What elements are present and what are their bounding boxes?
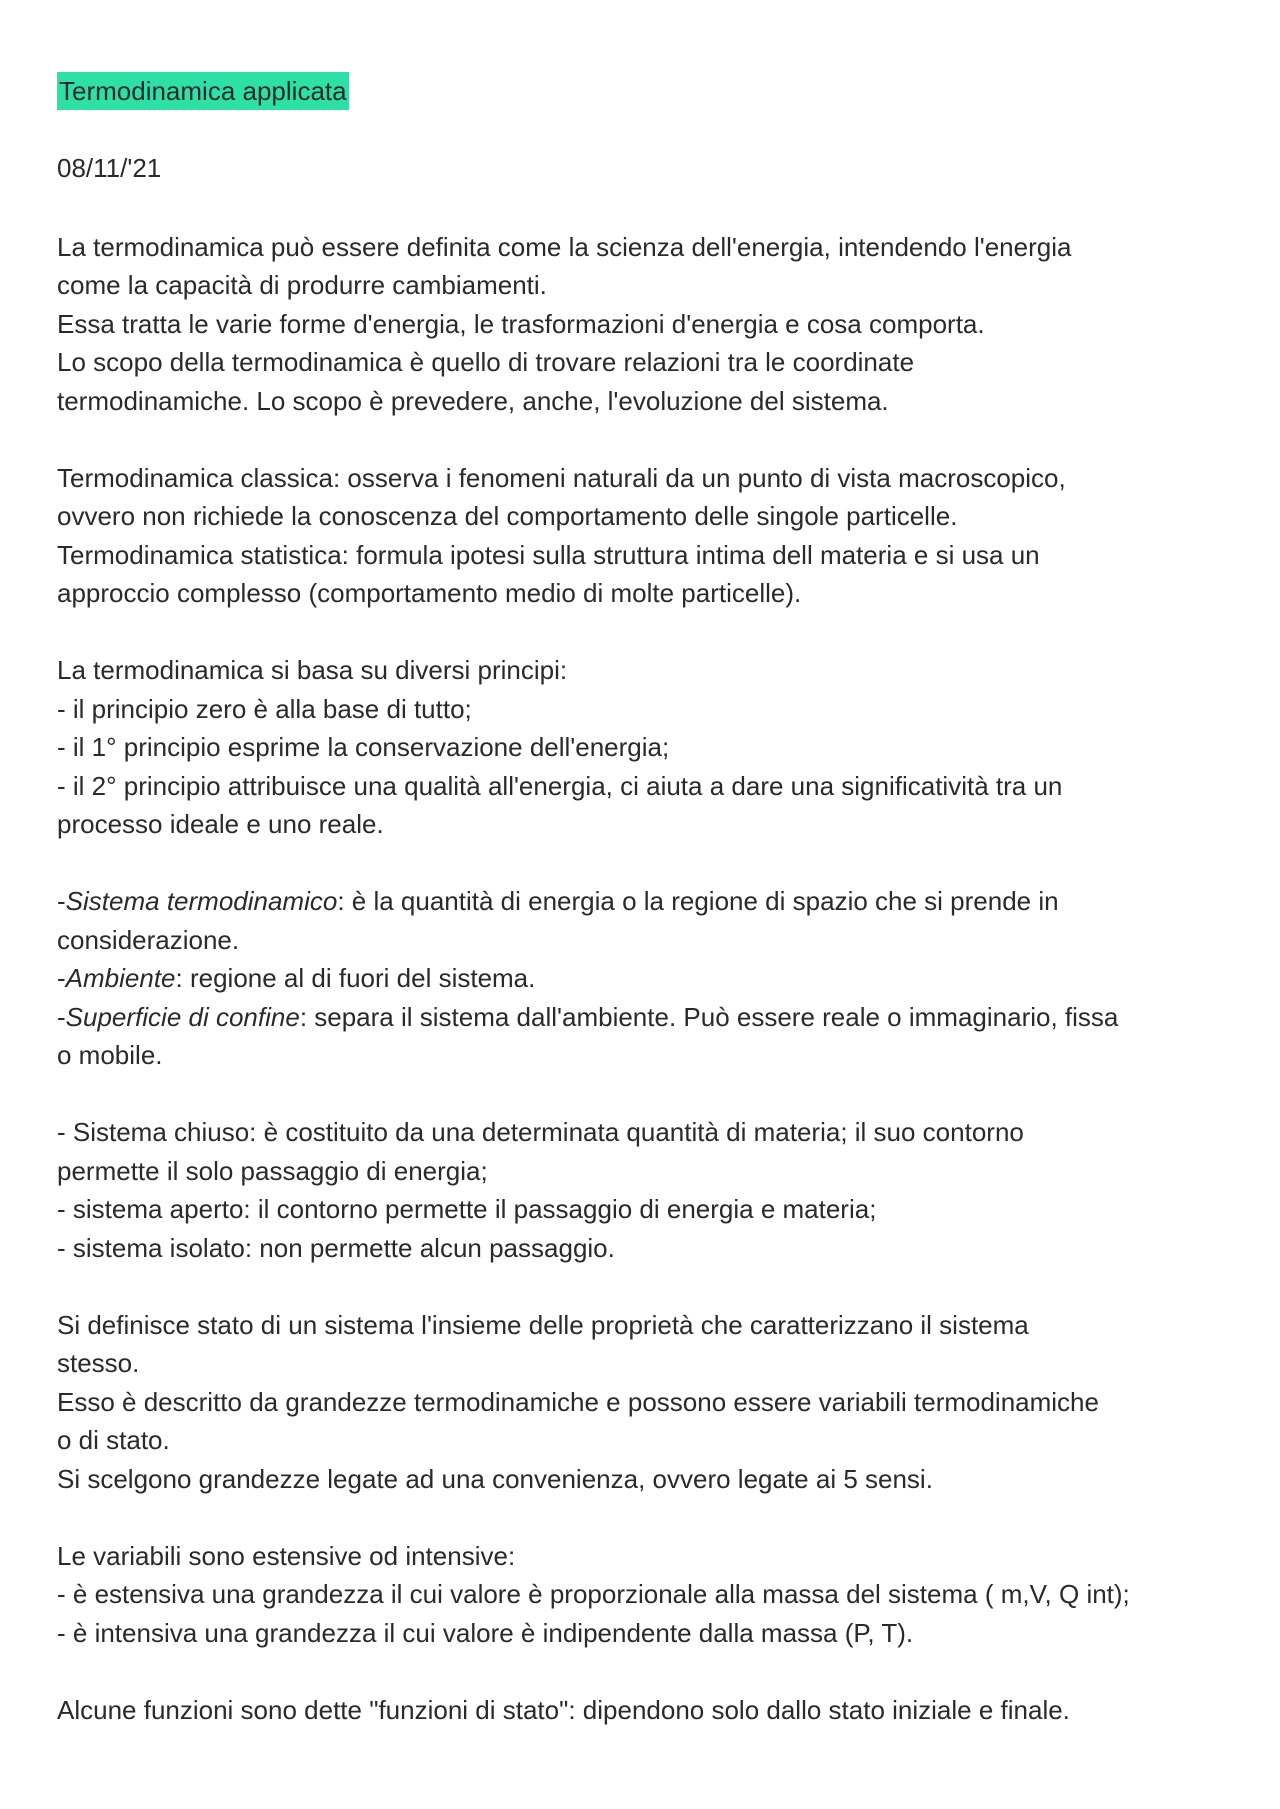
text-line: processo ideale e uno reale. [57, 809, 384, 839]
definition-ambiente: -Ambiente: regione al di fuori del sistema. [57, 963, 536, 993]
text-line: come la capacità di produrre cambiamenti. [57, 270, 547, 300]
text-line: Essa tratta le varie forme d'energia, le trasformazioni d'energia e cosa comporta. [57, 308, 985, 339]
definition-text: : separa il sistema dall'ambiente. Può essere reale o immaginario, fissa [299, 1001, 1119, 1032]
text-line: Termodinamica statistica: formula ipotesi sulla struttura intima dell materia e si usa un [57, 539, 1040, 570]
text-line: - sistema aperto: il contorno permette il passaggio di energia e materia; [57, 1194, 877, 1224]
definition-text: : è la quantità di energia o la regione di spazio che si prende in [337, 886, 1059, 916]
term-sistema: Sistema termodinamico [65, 886, 338, 916]
paragraph-definizioni [57, 882, 1232, 1075]
text-line: Si scelgono grandezze legate ad una convenienza, ovvero legate ai 5 sensi. [57, 1463, 933, 1494]
definition-superficie: -Superficie di confine: separa il sistema dall'ambiente. Può essere reale o immaginario, fissa [57, 1001, 1119, 1032]
text-line: - è estensiva una grandezza il cui valore è proporzionale alla massa del sistema ( m,V, Q int); [57, 1579, 1130, 1609]
text-line: Termodinamica classica: osserva i fenomeni naturali da un punto di vista macroscopico, [57, 462, 1066, 493]
text-line: La termodinamica si basa su diversi principi: [57, 655, 568, 685]
paragraph-intro [57, 228, 1232, 421]
text-line: Le variabili sono estensive od intensive: [57, 1540, 516, 1571]
text-line: considerazione. [57, 924, 240, 955]
text-line: Esso è descritto da grandezze termodinamiche e possono essere variabili termodinamiche [57, 1386, 1099, 1417]
text-line: permette il solo passaggio di energia; [57, 1155, 488, 1186]
text-line: La termodinamica può essere definita come la scienza dell'energia, intendendo l'energia [57, 231, 1072, 262]
text-line: ovvero non richiede la conoscenza del comportamento delle singole particelle. [57, 501, 958, 531]
text-line: Alcune funzioni sono dette "funzioni di stato": dipendono solo dallo stato iniziale e finale. [57, 1694, 1070, 1725]
text-line: - il 1° principio esprime la conservazione dell'energia; [57, 732, 670, 762]
document-title: Termodinamica applicata [57, 72, 349, 110]
paragraph-variabili [57, 1537, 1232, 1653]
text-line: - il 2° principio attribuisce una qualità all'energia, ci aiuta a dare una significatività tra un [57, 770, 1063, 801]
term-superficie: Superficie di confine [65, 1001, 300, 1032]
text-line: stesso. [57, 1348, 140, 1378]
text-line: o mobile. [57, 1040, 163, 1070]
paragraph-stato [57, 1306, 1232, 1499]
text-line: - sistema isolato: non permette alcun passaggio. [57, 1232, 615, 1263]
paragraph-funzioni-stato [57, 1691, 1232, 1730]
term-ambiente: Ambiente [65, 963, 176, 993]
definition-sistema: -Sistema termodinamico: è la quantità di energia o la regione di spazio che si prende in [57, 886, 1059, 916]
paragraph-principi [57, 651, 1232, 844]
text-line: - è intensiva una grandezza il cui valore è indipendente dalla massa (P, T). [57, 1617, 914, 1648]
document-date: 08/11/'21 [57, 153, 162, 183]
paragraph-tipi-sistema [57, 1113, 1232, 1267]
text-line: termodinamiche. Lo scopo è prevedere, anche, l'evoluzione del sistema. [57, 385, 889, 416]
paragraph-classica-statistica [57, 459, 1232, 613]
title-block [57, 72, 1232, 112]
text-line: Lo scopo della termodinamica è quello di trovare relazioni tra le coordinate [57, 347, 915, 377]
text-line: approccio complesso (comportamento medio di molte particelle). [57, 578, 802, 608]
text-line: - Sistema chiuso: è costituito da una determinata quantità di materia; il suo contorno [57, 1117, 1024, 1147]
document-page [57, 72, 1232, 1729]
text-line: Si definisce stato di un sistema l'insieme delle proprietà che caratterizzano il sistema [57, 1309, 1029, 1340]
text-line: - il principio zero è alla base di tutto; [57, 693, 472, 724]
text-line: o di stato. [57, 1425, 170, 1455]
definition-text: : regione al di fuori del sistema. [175, 963, 536, 993]
